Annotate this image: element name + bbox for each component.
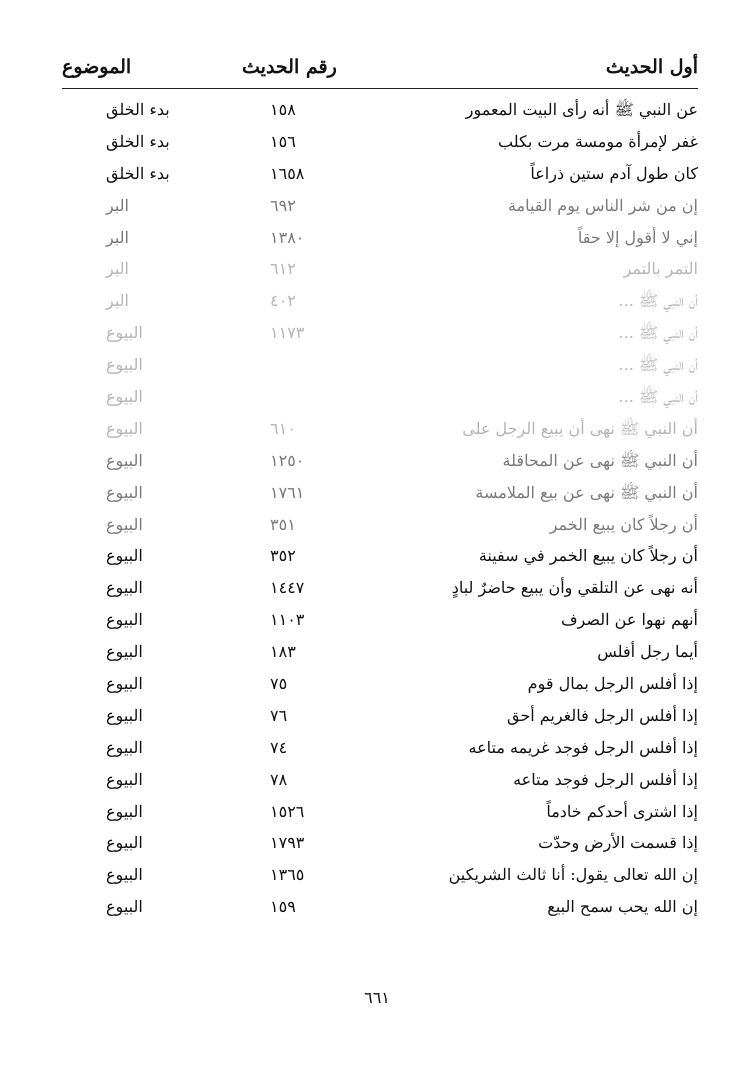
hadith-number: ٣٥١ bbox=[270, 514, 296, 534]
hadith-topic: البيوع bbox=[106, 482, 143, 502]
hadith-text: أن رجلاً كان يبيع الخمر في سفينة bbox=[478, 546, 698, 566]
hadith-text: أن النبي ﷺ ... bbox=[618, 323, 698, 343]
hadith-text: إذا اشترى أحدكم خادماً bbox=[546, 801, 698, 821]
hadith-number: ٧٥ bbox=[270, 674, 288, 694]
hadith-topic: البيوع bbox=[106, 578, 143, 598]
table-row bbox=[62, 604, 698, 636]
hadith-number: ١٧٦١ bbox=[270, 482, 305, 502]
hadith-number: ١٢٥٠ bbox=[270, 450, 305, 470]
hadith-number: ١٦٥٨ bbox=[270, 163, 305, 183]
hadith-text: أن النبي ﷺ ... bbox=[618, 291, 698, 311]
hadith-number: ١٥٩ bbox=[270, 897, 296, 917]
hadith-number: ١٧٩٣ bbox=[270, 833, 305, 853]
table-row bbox=[62, 413, 698, 445]
table-row bbox=[62, 349, 698, 381]
hadith-topic: البيوع bbox=[106, 546, 143, 566]
hadith-text: إذا أفلس الرجل فالغريم أحق bbox=[506, 705, 698, 725]
hadith-text: أن النبي ﷺ نهى أن يبيع الرجل على bbox=[462, 418, 698, 438]
table-row bbox=[62, 636, 698, 668]
hadith-number: ١٤٤٧ bbox=[270, 578, 305, 598]
table-row bbox=[62, 285, 698, 317]
table-row bbox=[62, 317, 698, 349]
hadith-topic: البيوع bbox=[106, 737, 143, 757]
hadith-topic: البيوع bbox=[106, 642, 143, 662]
header-topic: الموضوع bbox=[62, 56, 132, 78]
table-row bbox=[62, 509, 698, 541]
hadith-topic: البيوع bbox=[106, 355, 143, 375]
hadith-text: كان طول آدم ستين ذراعاً bbox=[530, 163, 698, 183]
hadith-text: أيما رجل أفلس bbox=[597, 642, 698, 662]
hadith-text: غفر لإمرأة مومسة مرت بكلب bbox=[498, 131, 698, 151]
hadith-text: إذا أفلس الرجل فوجد غريمه متاعه bbox=[468, 737, 698, 757]
header-hadith-number: رقم الحديث bbox=[242, 56, 337, 78]
hadith-topic: البر bbox=[106, 227, 129, 247]
hadith-text: التمر بالتمر bbox=[623, 259, 698, 279]
hadith-text: أن رجلاً كان يبيع الخمر bbox=[549, 514, 698, 534]
hadith-text: إذا أفلس الرجل بمال قوم bbox=[527, 674, 698, 694]
hadith-number: ١١٠٣ bbox=[270, 610, 305, 630]
hadith-number: ١٣٨٠ bbox=[270, 227, 305, 247]
index-table bbox=[62, 94, 698, 923]
hadith-topic: البيوع bbox=[106, 769, 143, 789]
hadith-number: ١٣٦٥ bbox=[270, 865, 305, 885]
hadith-text: أنهم نهوا عن الصرف bbox=[560, 610, 698, 630]
table-row bbox=[62, 668, 698, 700]
hadith-topic: بدء الخلق bbox=[106, 163, 170, 183]
hadith-text: إن من شر الناس يوم القيامة bbox=[507, 195, 698, 215]
hadith-topic: البيوع bbox=[106, 387, 143, 407]
hadith-topic: البيوع bbox=[106, 418, 143, 438]
header-first-hadith: أول الحديث bbox=[605, 56, 698, 78]
hadith-topic: البيوع bbox=[106, 705, 143, 725]
hadith-number: ٦١٠ bbox=[270, 418, 296, 438]
table-row bbox=[62, 94, 698, 126]
hadith-topic: البيوع bbox=[106, 833, 143, 853]
table-row bbox=[62, 540, 698, 572]
page-number: ٦٦١ bbox=[364, 988, 390, 1007]
hadith-topic: البيوع bbox=[106, 801, 143, 821]
table-row bbox=[62, 222, 698, 254]
hadith-topic: البيوع bbox=[106, 610, 143, 630]
hadith-number: ٧٨ bbox=[270, 769, 288, 789]
hadith-number: ٤٠٢ bbox=[270, 291, 296, 311]
table-row bbox=[62, 572, 698, 604]
table-row bbox=[62, 859, 698, 891]
hadith-text: إن الله يحب سمح البيع bbox=[547, 897, 698, 917]
hadith-topic: البيوع bbox=[106, 450, 143, 470]
table-row bbox=[62, 827, 698, 859]
hadith-topic: البيوع bbox=[106, 514, 143, 534]
hadith-topic: البيوع bbox=[106, 674, 143, 694]
hadith-topic: البر bbox=[106, 195, 129, 215]
table-header bbox=[62, 56, 698, 86]
table-row bbox=[62, 477, 698, 509]
hadith-topic: البر bbox=[106, 291, 129, 311]
hadith-text: إذا قسمت الأرض وحدّت bbox=[538, 833, 698, 853]
table-row bbox=[62, 158, 698, 190]
hadith-topic: البر bbox=[106, 259, 129, 279]
hadith-number: ٦١٢ bbox=[270, 259, 296, 279]
table-row bbox=[62, 126, 698, 158]
table-row bbox=[62, 445, 698, 477]
table-row bbox=[62, 764, 698, 796]
hadith-number: ١٥٨ bbox=[270, 100, 296, 119]
hadith-text: أن النبي ﷺ نهى عن المحاقلة bbox=[502, 450, 698, 470]
hadith-text: إني لا أقول إلا حقاً bbox=[577, 227, 698, 247]
hadith-number: ١١٧٣ bbox=[270, 323, 305, 343]
table-row bbox=[62, 700, 698, 732]
hadith-text: أن النبي ﷺ ... bbox=[618, 387, 698, 407]
table-row bbox=[62, 190, 698, 222]
table-row bbox=[62, 732, 698, 764]
header-rule bbox=[62, 88, 698, 89]
table-row bbox=[62, 253, 698, 285]
hadith-topic: بدء الخلق bbox=[106, 100, 170, 119]
table-row bbox=[62, 796, 698, 828]
hadith-number: ١٨٣ bbox=[270, 642, 296, 662]
hadith-topic: البيوع bbox=[106, 323, 143, 343]
table-row bbox=[62, 891, 698, 923]
hadith-text: أن النبي ﷺ نهى عن بيع الملامسة bbox=[475, 482, 698, 502]
hadith-text: أنه نهى عن التلقي وأن يبيع حاضرٌ لبادٍ bbox=[451, 578, 698, 598]
hadith-text: إذا أفلس الرجل فوجد متاعه bbox=[513, 769, 698, 789]
hadith-number: ٣٥٢ bbox=[270, 546, 296, 566]
hadith-number: ١٥٦ bbox=[270, 131, 296, 151]
hadith-text: إن الله تعالى يقول: أنا ثالث الشريكين bbox=[448, 865, 698, 885]
hadith-number: ١٥٢٦ bbox=[270, 801, 305, 821]
hadith-topic: البيوع bbox=[106, 865, 143, 885]
table-row bbox=[62, 381, 698, 413]
hadith-topic: بدء الخلق bbox=[106, 131, 170, 151]
hadith-text: أن النبي ﷺ ... bbox=[618, 355, 698, 375]
hadith-topic: البيوع bbox=[106, 897, 143, 917]
hadith-number: ٧٤ bbox=[270, 737, 288, 757]
hadith-text: عن النبي ﷺ أنه رأى البيت المعمور bbox=[465, 100, 698, 119]
hadith-number: ٦٩٢ bbox=[270, 195, 296, 215]
hadith-number: ٧٦ bbox=[270, 705, 288, 725]
